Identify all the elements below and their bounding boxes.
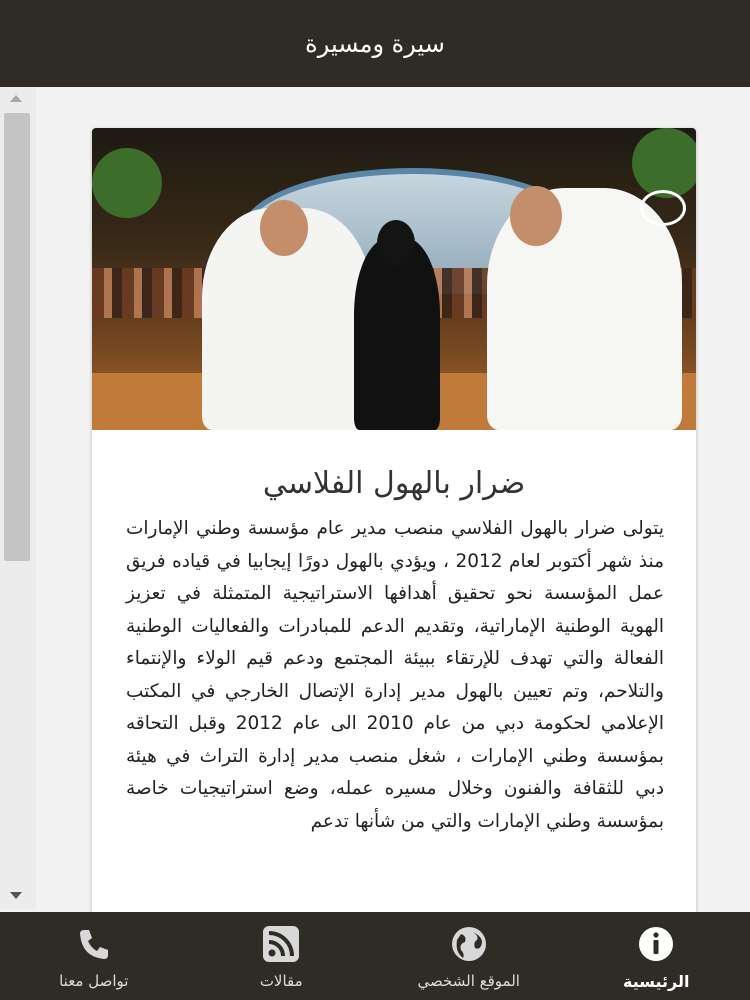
nav-item-contact[interactable] xyxy=(0,912,188,1000)
photo-person-center xyxy=(354,238,440,430)
nav-item-home[interactable] xyxy=(563,912,750,1000)
header-title: سيرة ومسيرة xyxy=(305,29,445,58)
info-icon xyxy=(636,924,676,964)
nav-label-personal-site: الموقع الشخصي xyxy=(417,972,520,990)
nav-label-home: الرئيسية xyxy=(623,972,690,991)
nav-label-articles: مقالات xyxy=(259,972,303,990)
rss-icon xyxy=(261,924,301,964)
app-header xyxy=(0,0,750,87)
photo-person-right-head xyxy=(510,186,562,246)
globe-icon xyxy=(449,924,489,964)
photo-tree-left xyxy=(92,148,162,218)
nav-label-contact: تواصل معنا xyxy=(59,972,129,990)
scrollbar[interactable] xyxy=(0,87,36,909)
photo-tree-right xyxy=(632,128,696,198)
article-title: ضرار بالهول الفلاسي xyxy=(262,466,526,501)
phone-icon xyxy=(74,924,114,964)
scroll-down-arrow-icon[interactable] xyxy=(10,892,22,899)
photo-person-center-head xyxy=(377,220,415,266)
nav-item-articles[interactable] xyxy=(188,912,376,1000)
article-photo xyxy=(92,128,696,430)
scroll-up-arrow-icon[interactable] xyxy=(10,95,22,102)
nav-item-personal-site[interactable] xyxy=(375,912,563,1000)
bottom-navigation xyxy=(0,912,750,1000)
scroll-thumb[interactable] xyxy=(4,113,30,561)
photo-person-left-head xyxy=(260,200,308,256)
photo-highlight-ring xyxy=(640,190,686,226)
article-body: يتولى ضرار بالهول الفلاسي منصب مدير عام مؤسسة وطني الإمارات منذ شهر أكتوبر لعام 2012 ، ويؤدي بالهول دورًا إيجابيا في قياده فريق عمل المؤسسة نحو تحقيق أهدافها الاستراتيجية المتمثلة في تعزيز الهوية الوطنية الإماراتية، وتقديم الدعم للمبادرات والفعاليات الوطنية الفعالة والتي تهدف للإرتقاء ببيئة المجتمع ودعم قيم الولاء والإنتماء والتلاحم، وتم تعيين بالهول مدير إدارة الإتصال الخارجي في المكتب الإعلامي لحكومة دبي من عام 2010 الى عام 2012 وقبل التحاقه بمؤسسة وطني الإمارات ، شغل منصب مدير إدارة التراث في هيئة دبي للثقافة والفنون وخلال مسيره عمله، وضع استراتيجيات خاصة بمؤسسة وطني الإمارات والتي من شأنها تدعم xyxy=(126,518,665,832)
article-card xyxy=(92,128,696,918)
